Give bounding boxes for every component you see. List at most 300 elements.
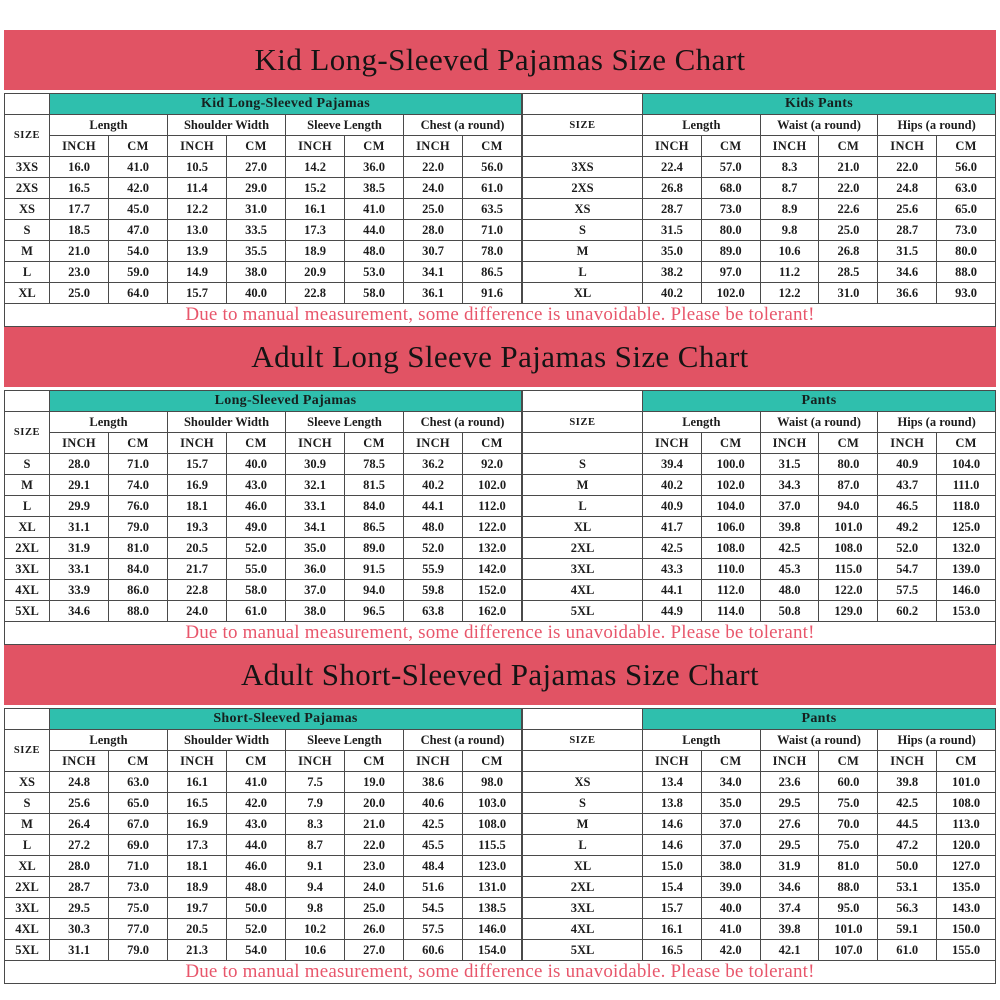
measurement-value: 21.3 — [168, 940, 227, 961]
measurement-value: 34.6 — [760, 877, 819, 898]
table-row — [5, 454, 522, 475]
table-row — [5, 559, 522, 580]
measurement-value: 42.0 — [227, 793, 286, 814]
measurement-value: 81.0 — [109, 538, 168, 559]
measurement-value: 27.0 — [345, 940, 404, 961]
measurement-value: 70.0 — [819, 814, 878, 835]
size-label: S — [523, 793, 643, 814]
measurement-value: 52.0 — [404, 538, 463, 559]
table-corner-blank — [523, 391, 643, 412]
unit-header: CM — [463, 751, 522, 772]
measurement-value: 50.0 — [227, 898, 286, 919]
unit-header: INCH — [50, 751, 109, 772]
measurement-value: 95.0 — [819, 898, 878, 919]
measurement-value: 29.1 — [50, 475, 109, 496]
measurement-value: 38.0 — [701, 856, 760, 877]
size-label: 4XL — [5, 919, 50, 940]
unit-header: CM — [109, 136, 168, 157]
unit-header: INCH — [404, 751, 463, 772]
measurement-value: 18.1 — [168, 496, 227, 517]
measurement-value: 24.8 — [50, 772, 109, 793]
measurement-value: 127.0 — [937, 856, 996, 877]
unit-header: CM — [937, 751, 996, 772]
measurement-value: 108.0 — [819, 538, 878, 559]
size-table — [522, 93, 996, 304]
measurement-value: 15.4 — [643, 877, 702, 898]
measurement-value: 21.7 — [168, 559, 227, 580]
unit-header: CM — [701, 136, 760, 157]
measurement-value: 153.0 — [937, 601, 996, 622]
size-label: XS — [5, 199, 50, 220]
measurement-value: 58.0 — [345, 283, 404, 304]
measurement-value: 31.5 — [760, 454, 819, 475]
measurement-value: 89.0 — [701, 241, 760, 262]
measurement-value: 25.0 — [404, 199, 463, 220]
measurement-value: 30.7 — [404, 241, 463, 262]
measurement-value: 91.5 — [345, 559, 404, 580]
measurement-value: 54.0 — [109, 241, 168, 262]
table-row — [523, 898, 996, 919]
measurement-value: 44.1 — [404, 496, 463, 517]
measurement-value: 61.0 — [878, 940, 937, 961]
measurement-value: 98.0 — [463, 772, 522, 793]
size-label: 2XS — [5, 178, 50, 199]
measurement-value: 43.7 — [878, 475, 937, 496]
measure-column-header: Waist (a round) — [760, 115, 878, 136]
measurement-value: 129.0 — [819, 601, 878, 622]
measurement-value: 43.0 — [227, 475, 286, 496]
measurement-value: 19.3 — [168, 517, 227, 538]
measurement-value: 106.0 — [701, 517, 760, 538]
measurement-value: 23.0 — [345, 856, 404, 877]
measurement-value: 22.0 — [345, 835, 404, 856]
unit-header: CM — [109, 433, 168, 454]
measurement-value: 56.0 — [937, 157, 996, 178]
measurement-value: 40.2 — [643, 475, 702, 496]
table-group-header: Long-Sleeved Pajamas — [50, 391, 522, 412]
chart-tables — [4, 93, 996, 304]
table-row — [5, 241, 522, 262]
measurement-value: 60.2 — [878, 601, 937, 622]
table-row — [523, 919, 996, 940]
measurement-value: 28.7 — [878, 220, 937, 241]
measure-column-header: Length — [643, 730, 761, 751]
table-group-header: Kids Pants — [643, 94, 996, 115]
measurement-value: 29.5 — [50, 898, 109, 919]
measurement-value: 19.0 — [345, 772, 404, 793]
measurement-value: 44.9 — [643, 601, 702, 622]
measurement-value: 47.0 — [109, 220, 168, 241]
unit-header: INCH — [643, 433, 702, 454]
measurement-value: 17.3 — [168, 835, 227, 856]
measurement-value: 21.0 — [345, 814, 404, 835]
chart-title-banner — [4, 645, 996, 705]
measurement-value: 58.0 — [227, 580, 286, 601]
size-label: 4XL — [5, 580, 50, 601]
unit-header: CM — [701, 751, 760, 772]
measurement-value: 37.0 — [286, 580, 345, 601]
measurement-value: 9.8 — [286, 898, 345, 919]
measurement-value: 20.5 — [168, 919, 227, 940]
measurement-value: 44.0 — [345, 220, 404, 241]
size-label: S — [523, 220, 643, 241]
measure-column-header: Length — [50, 730, 168, 751]
measurement-value: 104.0 — [701, 496, 760, 517]
table-group-header: Pants — [643, 391, 996, 412]
measure-column-header: Chest (a round) — [404, 412, 522, 433]
measurement-value: 71.0 — [463, 220, 522, 241]
measurement-value: 34.0 — [701, 772, 760, 793]
table-row — [523, 517, 996, 538]
unit-header: INCH — [286, 751, 345, 772]
table-row — [523, 814, 996, 835]
measurement-value: 14.6 — [643, 835, 702, 856]
unit-header: INCH — [168, 136, 227, 157]
measurement-value: 16.9 — [168, 814, 227, 835]
table-corner-blank — [5, 391, 50, 412]
table-row — [523, 241, 996, 262]
table-row — [523, 856, 996, 877]
size-label: 2XL — [5, 877, 50, 898]
kid-pants-table — [522, 93, 996, 304]
measurement-value: 132.0 — [463, 538, 522, 559]
measurement-value: 20.9 — [286, 262, 345, 283]
measurement-value: 135.0 — [937, 877, 996, 898]
measurement-value: 35.0 — [286, 538, 345, 559]
size-column-spacer — [523, 136, 643, 157]
measurement-value: 49.2 — [878, 517, 937, 538]
measurement-value: 71.0 — [109, 454, 168, 475]
measurement-value: 17.3 — [286, 220, 345, 241]
measurement-value: 40.2 — [404, 475, 463, 496]
measurement-value: 42.5 — [643, 538, 702, 559]
size-column-spacer — [523, 433, 643, 454]
size-label: 3XL — [5, 559, 50, 580]
measurement-value: 36.0 — [345, 157, 404, 178]
measurement-value: 81.5 — [345, 475, 404, 496]
unit-header: INCH — [404, 136, 463, 157]
measurement-value: 41.0 — [345, 199, 404, 220]
measurement-value: 123.0 — [463, 856, 522, 877]
measurement-value: 50.0 — [878, 856, 937, 877]
unit-header: CM — [819, 751, 878, 772]
measure-column-header: Waist (a round) — [760, 730, 878, 751]
size-column-header: SIZE — [523, 730, 643, 751]
unit-header: INCH — [404, 433, 463, 454]
measure-column-header: Length — [643, 412, 761, 433]
measurement-value: 28.7 — [50, 877, 109, 898]
measurement-value: 101.0 — [937, 772, 996, 793]
unit-header: INCH — [643, 136, 702, 157]
measurement-value: 27.0 — [227, 157, 286, 178]
measurement-value: 64.0 — [109, 283, 168, 304]
measurement-value: 16.0 — [50, 157, 109, 178]
measurement-value: 9.4 — [286, 877, 345, 898]
measurement-value: 24.8 — [878, 178, 937, 199]
measurement-value: 25.6 — [50, 793, 109, 814]
table-row — [5, 157, 522, 178]
measurement-value: 38.0 — [286, 601, 345, 622]
measurement-value: 122.0 — [819, 580, 878, 601]
measurement-value: 40.6 — [404, 793, 463, 814]
measurement-value: 40.2 — [643, 283, 702, 304]
measurement-value: 33.9 — [50, 580, 109, 601]
measurement-value: 8.7 — [286, 835, 345, 856]
size-label: 4XL — [523, 919, 643, 940]
measurement-value: 27.2 — [50, 835, 109, 856]
measurement-value: 12.2 — [168, 199, 227, 220]
measurement-value: 16.5 — [643, 940, 702, 961]
measurement-value: 108.0 — [937, 793, 996, 814]
measurement-value: 74.0 — [109, 475, 168, 496]
disclaimer-note: Due to manual measurement, some difference is unavoidable. Please be tolerant! — [4, 961, 996, 984]
measurement-value: 39.8 — [760, 919, 819, 940]
table-row — [523, 178, 996, 199]
table-row — [523, 940, 996, 961]
table-row — [5, 475, 522, 496]
size-label: S — [523, 454, 643, 475]
measurement-value: 34.3 — [760, 475, 819, 496]
measurement-value: 31.9 — [760, 856, 819, 877]
measurement-value: 42.0 — [109, 178, 168, 199]
measurement-value: 51.6 — [404, 877, 463, 898]
measurement-value: 138.5 — [463, 898, 522, 919]
measurement-value: 16.1 — [643, 919, 702, 940]
measurement-value: 33.1 — [50, 559, 109, 580]
disclaimer-note: Due to manual measurement, some difference is unavoidable. Please be tolerant! — [4, 304, 996, 327]
table-row — [5, 940, 522, 961]
measurement-value: 54.0 — [227, 940, 286, 961]
measurement-value: 18.9 — [168, 877, 227, 898]
size-column-header: SIZE — [5, 115, 50, 157]
measurement-value: 78.5 — [345, 454, 404, 475]
measure-column-header: Length — [643, 115, 761, 136]
measurement-value: 48.0 — [227, 877, 286, 898]
measurement-value: 60.6 — [404, 940, 463, 961]
measurement-value: 49.0 — [227, 517, 286, 538]
measurement-value: 25.6 — [878, 199, 937, 220]
measurement-value: 30.3 — [50, 919, 109, 940]
table-row — [523, 601, 996, 622]
measurement-value: 29.9 — [50, 496, 109, 517]
measurement-value: 48.0 — [760, 580, 819, 601]
table-corner-blank — [5, 709, 50, 730]
measurement-value: 155.0 — [937, 940, 996, 961]
measurement-value: 34.6 — [50, 601, 109, 622]
size-label: 2XS — [523, 178, 643, 199]
measurement-value: 56.0 — [463, 157, 522, 178]
size-label: XL — [5, 283, 50, 304]
table-row — [523, 772, 996, 793]
size-label: 2XL — [5, 538, 50, 559]
measurement-value: 59.8 — [404, 580, 463, 601]
size-label: XL — [5, 856, 50, 877]
measurement-value: 63.0 — [937, 178, 996, 199]
measurement-value: 52.0 — [227, 538, 286, 559]
measurement-value: 89.0 — [345, 538, 404, 559]
measurement-value: 26.4 — [50, 814, 109, 835]
chart-title: Adult Long Sleeve Pajamas Size Chart — [251, 339, 749, 374]
measurement-value: 26.8 — [643, 178, 702, 199]
measurement-value: 43.0 — [227, 814, 286, 835]
measurement-value: 37.0 — [701, 814, 760, 835]
measurement-value: 31.0 — [819, 283, 878, 304]
measurement-value: 73.0 — [701, 199, 760, 220]
measurement-value: 28.7 — [643, 199, 702, 220]
measurement-value: 29.5 — [760, 793, 819, 814]
measurement-value: 8.3 — [286, 814, 345, 835]
measurement-value: 88.0 — [937, 262, 996, 283]
table-row — [523, 793, 996, 814]
measurement-value: 92.0 — [463, 454, 522, 475]
measurement-value: 55.9 — [404, 559, 463, 580]
measurement-value: 17.7 — [50, 199, 109, 220]
unit-header: INCH — [643, 751, 702, 772]
measure-column-header: Shoulder Width — [168, 730, 286, 751]
table-row — [5, 814, 522, 835]
measurement-value: 16.9 — [168, 475, 227, 496]
unit-header: INCH — [50, 136, 109, 157]
unit-header: CM — [227, 433, 286, 454]
table-row — [523, 220, 996, 241]
measurement-value: 26.0 — [345, 919, 404, 940]
measurement-value: 84.0 — [345, 496, 404, 517]
adult-short-sleeve-pajamas-table — [4, 708, 522, 961]
measurement-value: 71.0 — [109, 856, 168, 877]
measurement-value: 14.6 — [643, 814, 702, 835]
measurement-value: 80.0 — [819, 454, 878, 475]
measurement-value: 38.6 — [404, 772, 463, 793]
measurement-value: 13.8 — [643, 793, 702, 814]
measurement-value: 65.0 — [109, 793, 168, 814]
measurement-value: 42.5 — [404, 814, 463, 835]
measurement-value: 28.0 — [404, 220, 463, 241]
adult-long-sleeve-size-chart — [4, 327, 996, 645]
measurement-value: 41.7 — [643, 517, 702, 538]
size-label: XS — [523, 199, 643, 220]
measurement-value: 86.0 — [109, 580, 168, 601]
chart-title: Kid Long-Sleeved Pajamas Size Chart — [254, 42, 746, 77]
table-row — [5, 601, 522, 622]
measurement-value: 152.0 — [463, 580, 522, 601]
measurement-value: 33.1 — [286, 496, 345, 517]
measurement-value: 8.9 — [760, 199, 819, 220]
table-row — [5, 199, 522, 220]
measurement-value: 102.0 — [701, 475, 760, 496]
unit-header: CM — [345, 751, 404, 772]
measurement-value: 32.1 — [286, 475, 345, 496]
measurement-value: 101.0 — [819, 517, 878, 538]
unit-header: CM — [819, 433, 878, 454]
size-label: L — [523, 835, 643, 856]
measurement-value: 76.0 — [109, 496, 168, 517]
size-label: L — [5, 496, 50, 517]
unit-header: INCH — [168, 433, 227, 454]
size-label: 3XS — [5, 157, 50, 178]
measurement-value: 13.9 — [168, 241, 227, 262]
unit-header: INCH — [760, 136, 819, 157]
measurement-value: 22.8 — [286, 283, 345, 304]
measurement-value: 61.0 — [227, 601, 286, 622]
adult-short-sleeved-size-chart — [4, 645, 996, 984]
size-label: 3XL — [5, 898, 50, 919]
table-corner-blank — [5, 94, 50, 115]
size-label: M — [5, 475, 50, 496]
measurement-value: 45.0 — [109, 199, 168, 220]
table-row — [5, 793, 522, 814]
measurement-value: 56.3 — [878, 898, 937, 919]
unit-header: CM — [463, 433, 522, 454]
measurement-value: 22.8 — [168, 580, 227, 601]
table-corner-blank — [523, 94, 643, 115]
measurement-value: 19.7 — [168, 898, 227, 919]
size-label: 3XL — [523, 898, 643, 919]
measurement-value: 112.0 — [463, 496, 522, 517]
measurement-value: 39.4 — [643, 454, 702, 475]
size-label: XL — [523, 517, 643, 538]
measure-column-header: Hips (a round) — [878, 730, 996, 751]
measurement-value: 142.0 — [463, 559, 522, 580]
measurement-value: 118.0 — [937, 496, 996, 517]
size-label: S — [5, 220, 50, 241]
measurement-value: 18.5 — [50, 220, 109, 241]
measurement-value: 84.0 — [109, 559, 168, 580]
measurement-value: 37.0 — [701, 835, 760, 856]
measure-column-header: Length — [50, 115, 168, 136]
table-row — [5, 898, 522, 919]
chart-tables — [4, 390, 996, 622]
measurement-value: 79.0 — [109, 940, 168, 961]
table-row — [5, 262, 522, 283]
measurement-value: 23.6 — [760, 772, 819, 793]
measurement-value: 24.0 — [404, 178, 463, 199]
unit-header: INCH — [878, 136, 937, 157]
measurement-value: 75.0 — [109, 898, 168, 919]
measurement-value: 91.6 — [463, 283, 522, 304]
size-label: M — [523, 814, 643, 835]
measurement-value: 57.5 — [404, 919, 463, 940]
measurement-value: 16.5 — [50, 178, 109, 199]
measurement-value: 139.0 — [937, 559, 996, 580]
measurement-value: 125.0 — [937, 517, 996, 538]
measurement-value: 23.0 — [50, 262, 109, 283]
table-row — [5, 856, 522, 877]
measurement-value: 22.4 — [643, 157, 702, 178]
chart-tables — [4, 708, 996, 961]
measurement-value: 94.0 — [819, 496, 878, 517]
measurement-value: 87.0 — [819, 475, 878, 496]
unit-header: INCH — [878, 433, 937, 454]
measurement-value: 34.1 — [404, 262, 463, 283]
measurement-value: 34.1 — [286, 517, 345, 538]
measurement-value: 30.9 — [286, 454, 345, 475]
measurement-value: 15.7 — [168, 454, 227, 475]
table-corner-blank — [523, 709, 643, 730]
unit-header: CM — [227, 136, 286, 157]
measurement-value: 44.5 — [878, 814, 937, 835]
measurement-value: 43.3 — [643, 559, 702, 580]
size-label: 3XL — [523, 559, 643, 580]
measurement-value: 146.0 — [463, 919, 522, 940]
measurement-value: 40.0 — [227, 454, 286, 475]
measurement-value: 14.9 — [168, 262, 227, 283]
measure-column-header: Shoulder Width — [168, 412, 286, 433]
measurement-value: 27.6 — [760, 814, 819, 835]
measurement-value: 14.2 — [286, 157, 345, 178]
measurement-value: 146.0 — [937, 580, 996, 601]
measurement-value: 36.2 — [404, 454, 463, 475]
size-label: XS — [5, 772, 50, 793]
